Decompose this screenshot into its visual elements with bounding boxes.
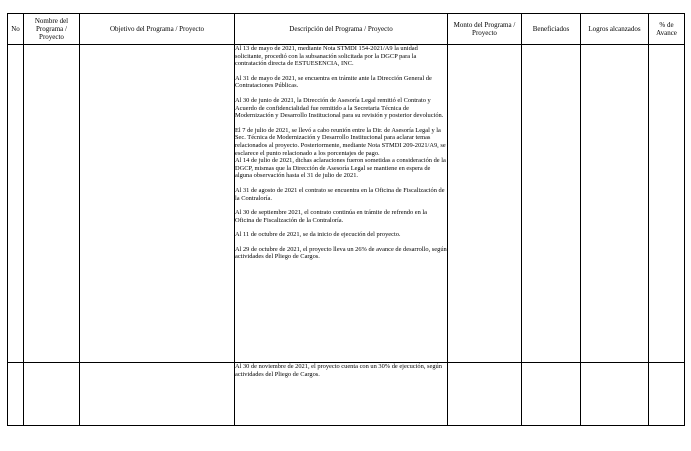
description-paragraph: Al 31 de agosto de 2021 el contrato se encuentra en la Oficina de Fiscalización de la Contraloría. (235, 186, 445, 202)
header-nombre: Nombre del Programa / Proyecto (24, 14, 80, 45)
cell-beneficiados (522, 363, 581, 426)
table-row (8, 45, 685, 363)
cell-objetivo (80, 45, 235, 363)
cell-monto (448, 45, 522, 363)
program-table (7, 13, 685, 426)
description-paragraph: Al 13 de mayo de 2021, mediante Nota STMDI 154-2021/A9 la unidad solicitante, procedió con la subsanación solicitada por la DGCP para la contratación directa de ESTUESENCIA, INC. (235, 45, 418, 68)
description-paragraph: Al 29 de octubre de 2021, el proyecto lleva un 26% de avance de desarrollo, según actividades del Pliego de Cargos. (235, 245, 447, 261)
cell-descripcion (235, 45, 448, 363)
header-beneficiados: Beneficiados (522, 14, 581, 45)
table-row (8, 363, 685, 426)
cell-beneficiados (522, 45, 581, 363)
cell-descripcion (235, 363, 448, 426)
cell-no (8, 363, 24, 426)
cell-avance (649, 45, 685, 363)
header-avance: % de Avance (649, 14, 685, 45)
description-paragraph: El 7 de julio de 2021, se llevó a cabo reunión entre la Dir. de Asesoría Legal y la Sec. Técnica de Modernización y Desarrollo Institucional para aclarar temas relacionados al proyecto. Posteriormente, mediante Nota STMDI 209-2021/A9, se esclarece el punto relacionado a los porcentajes de pago. (235, 126, 446, 157)
description-paragraph: Al 14 de julio de 2021, dichas aclaraciones fueron sometidas a consideración de la DGCP, mismas que la Dirección de Asesoría Legal se mantiene en espera de alguna observación hasta el 31 de julio de 2021. (235, 157, 446, 180)
cell-nombre (24, 45, 80, 363)
cell-nombre (24, 363, 80, 426)
header-no: No (8, 14, 24, 45)
header-logros: Logros alcanzados (581, 14, 649, 45)
cell-objetivo (80, 363, 235, 426)
cell-logros (581, 45, 649, 363)
table-header-row (8, 14, 685, 45)
description-paragraph: Al 30 de septiembre 2021, el contrato continúa en trámite de refrendo en la Oficina de Fiscalización de la Contraloría. (235, 209, 428, 224)
cell-monto (448, 363, 522, 426)
description-paragraph: Al 30 de junio de 2021, la Dirección de Asesoría Legal remitió el Contrato y Acuerdo de confidencialidad fue remitido a la Secretaria Técnica de Modernización y Desarrollo Institucional para su revisión y posterior devolución. (235, 96, 444, 120)
cell-avance (649, 363, 685, 426)
header-descripcion: Descripción del Programa / Proyecto (235, 14, 448, 45)
description-paragraph: Al 30 de noviembre de 2021, el proyecto cuenta con un 30% de ejecución, según actividades del Pliego de Cargos. (235, 363, 442, 378)
cell-no (8, 45, 24, 363)
cell-logros (581, 363, 649, 426)
description-paragraph: Al 31 de mayo de 2021, se encuentra en trámite ante la Dirección General de Contrataciones Públicas. (235, 74, 432, 90)
header-objetivo: Objetivo del Programa / Proyecto (80, 14, 235, 45)
description-paragraph: Al 11 de octubre de 2021, se da inicio de ejecución del proyecto. (235, 231, 401, 239)
header-monto: Monto del Programa / Proyecto (448, 14, 522, 45)
